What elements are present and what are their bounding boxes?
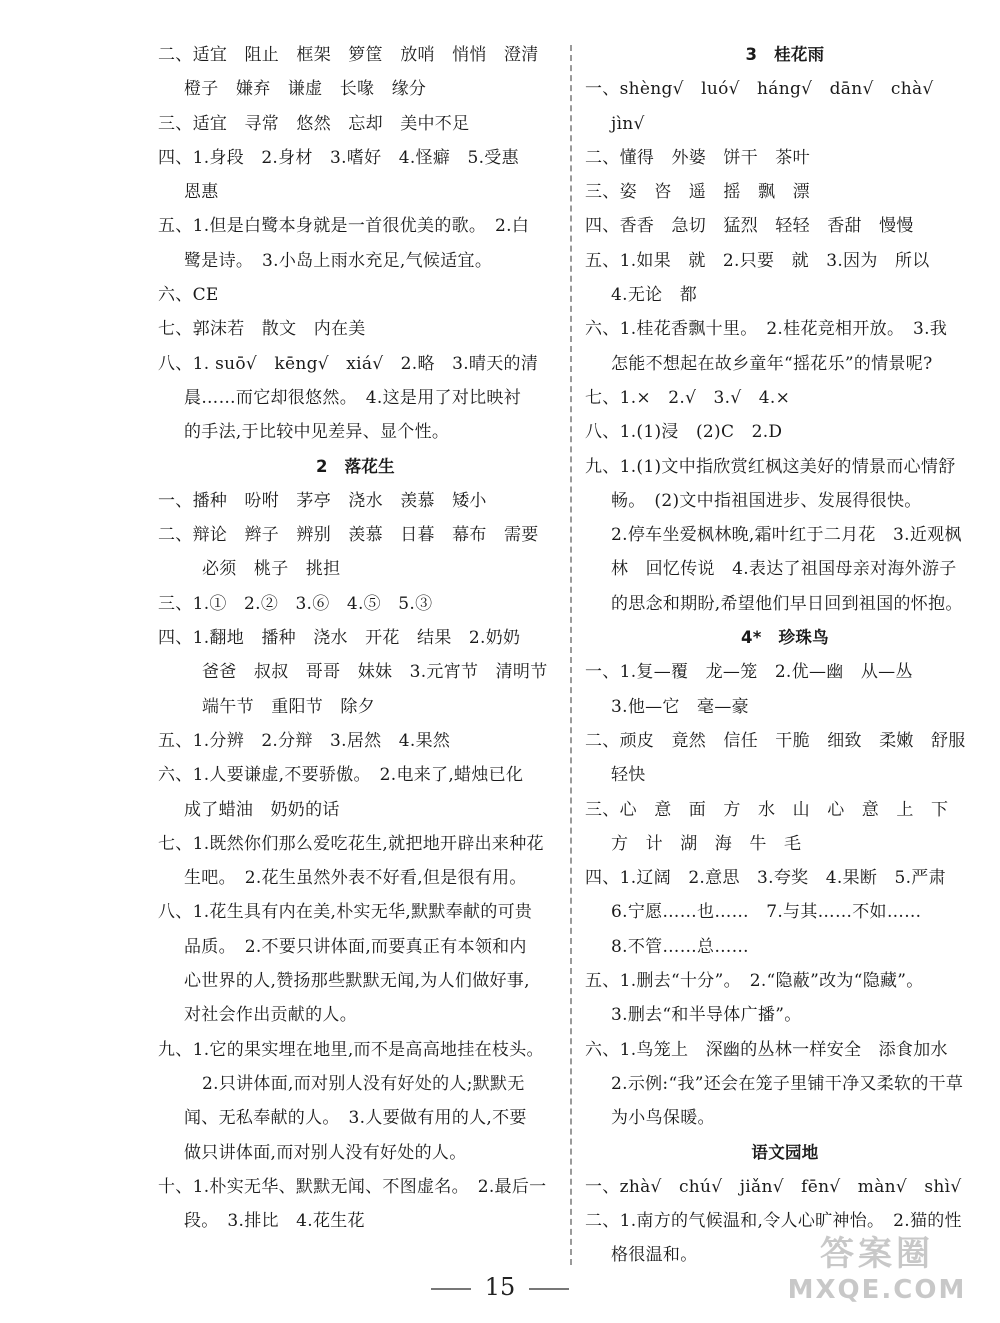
answer-line: 3.删去“和半导体广播”。 bbox=[611, 1005, 802, 1026]
answer-line: 8.不管……总…… bbox=[611, 936, 749, 957]
answer-line: 橙子 嫌弃 谦虚 长喙 缘分 bbox=[184, 79, 427, 100]
section-heading: 2 落花生 bbox=[316, 456, 395, 476]
answer-line: 四、香香 急切 猛烈 轻轻 香甜 慢慢 bbox=[585, 216, 914, 237]
answer-line: 轻快 bbox=[611, 765, 646, 786]
answer-line: 一、播种 吩咐 茅亭 浇水 羡慕 矮小 bbox=[158, 490, 487, 511]
answer-line: 三、心 意 面 方 水 山 心 意 上 下 bbox=[585, 799, 949, 820]
left-column bbox=[158, 38, 553, 1238]
watermark-logo-text: 答案圈 bbox=[820, 1234, 934, 1274]
answer-line: 六、1.人要谦虚,不要骄傲。 2.电来了,蜡烛已化 bbox=[158, 765, 524, 786]
answer-line: 八、1.花生具有内在美,朴实无华,默默奉献的可贵 bbox=[158, 902, 533, 923]
answer-line: 二、辩论 辫子 辨别 羡慕 日暮 幕布 需要 bbox=[158, 525, 539, 546]
answer-line: 做只讲体面,而对别人没有好处的人。 bbox=[184, 1142, 467, 1163]
section-heading: 语文园地 bbox=[751, 1142, 819, 1162]
answer-line: 五、1.如果 就 2.只要 就 3.因为 所以 bbox=[585, 250, 930, 271]
answer-line: 鹭是诗。 3.小岛上雨水充足,气候适宜。 bbox=[184, 250, 493, 271]
answer-line: 2.示例:“我”还会在笼子里铺干净又柔软的干草 bbox=[611, 1073, 964, 1094]
answer-line: 心世界的人,赞扬那些默默无闻,为人们做好事, bbox=[184, 971, 530, 992]
answer-line: 3.他—它 毫—豪 bbox=[611, 696, 749, 717]
answer-line: 端午节 重阳节 除夕 bbox=[202, 696, 375, 717]
answer-line: 四、1.辽阔 2.意思 3.夸奖 4.果断 5.严肃 bbox=[585, 868, 946, 889]
answer-line: 畅。 (2)文中指祖国进步、发展得很快。 bbox=[611, 490, 922, 511]
answer-line: 怎能不想起在故乡童年“摇花乐”的情景呢? bbox=[611, 353, 933, 374]
page-number-dash-left bbox=[431, 1288, 471, 1290]
section-heading: 3 桂花雨 bbox=[745, 45, 825, 64]
page-number-value: 15 bbox=[484, 1273, 516, 1301]
right-column bbox=[585, 38, 985, 1273]
answer-line: 方 计 湖 海 牛 毛 bbox=[611, 833, 802, 854]
answer-line: 6.宁愿……也…… 7.与其……不如…… bbox=[611, 902, 922, 923]
answer-line: 三、适宜 寻常 悠然 忘却 美中不足 bbox=[158, 113, 470, 134]
answer-line: 二、顽皮 竟然 信任 干脆 细致 柔嫩 舒服 bbox=[585, 730, 966, 751]
answer-line: 晨……而它却很悠然。 4.这是用了对比映衬 bbox=[184, 387, 522, 408]
answer-line: 品质。 2.不要只讲体面,而要真正有本领和内 bbox=[184, 936, 527, 957]
answer-line: 十、1.朴实无华、默默无闻、不图虚名。 2.最后一 bbox=[158, 1176, 547, 1197]
answer-line: 七、郭沫若 散文 内在美 bbox=[158, 319, 366, 340]
answer-line: 生吧。 2.花生虽然外表不好看,但是很有用。 bbox=[184, 868, 527, 889]
answer-line: 四、1.身段 2.身材 3.嗜好 4.怪癖 5.受惠 bbox=[158, 147, 519, 168]
answer-line: 为小鸟保暖。 bbox=[611, 1108, 715, 1129]
answer-line: 成了蜡油 奶奶的话 bbox=[184, 799, 340, 820]
answer-line: 三、姿 咨 遥 摇 飘 漂 bbox=[585, 182, 810, 203]
answer-line: 一、shèng√ luó√ háng√ dān√ chà√ bbox=[585, 79, 934, 100]
answer-line: 二、懂得 外婆 饼干 茶叶 bbox=[585, 147, 810, 168]
answer-line: 五、1.删去“十分”。 2.“隐蔽”改为“隐藏”。 bbox=[585, 971, 924, 992]
answer-line: 2.停车坐爱枫林晚,霜叶红于二月花 3.近观枫 bbox=[611, 525, 962, 546]
watermark-url: MXQE.COM bbox=[787, 1275, 967, 1305]
column-divider bbox=[570, 45, 572, 1265]
answer-line: 六、CE bbox=[158, 285, 219, 306]
answer-line: 四、1.翻地 播种 浇水 开花 结果 2.奶奶 bbox=[158, 628, 521, 649]
page-number-dash-right bbox=[529, 1288, 569, 1290]
answer-line: 林 回忆传说 4.表达了祖国母亲对海外游子 bbox=[611, 559, 957, 580]
answer-line: 六、1.桂花香飘十里。 2.桂花竞相开放。 3.我 bbox=[585, 319, 948, 340]
answer-line: 七、1.既然你们那么爱吃花生,就把地开辟出来种花 bbox=[158, 833, 544, 854]
answer-line: 的手法,于比较中见差异、显个性。 bbox=[184, 422, 450, 443]
answer-line: 闻、无私奉献的人。 3.人要做有用的人,不要 bbox=[184, 1108, 527, 1129]
answer-line: 八、1.(1)浸 (2)C 2.D bbox=[585, 422, 783, 443]
answer-line: 二、1.南方的气候温和,令人心旷神怡。 2.猫的性 bbox=[585, 1211, 962, 1232]
answer-line: 七、1.× 2.√ 3.√ 4.× bbox=[585, 387, 791, 408]
answer-line: 段。 3.排比 4.花生花 bbox=[184, 1211, 365, 1232]
answer-line: 六、1.鸟笼上 深幽的丛林一样安全 添食加水 bbox=[585, 1039, 948, 1060]
answer-line: 爸爸 叔叔 哥哥 妹妹 3.元宵节 清明节 bbox=[202, 662, 548, 683]
answer-line: 九、1.(1)文中指欣赏红枫这美好的情景而心情舒 bbox=[585, 456, 956, 477]
answer-line: 一、zhà√ chú√ jiǎn√ fēn√ màn√ shì√ bbox=[585, 1176, 962, 1197]
answer-line: 二、适宜 阻止 框架 箩筐 放哨 悄悄 澄清 bbox=[158, 45, 539, 65]
answer-line: 必须 桃子 挑担 bbox=[202, 559, 341, 580]
answer-line: 的思念和期盼,希望他们早日回到祖国的怀抱。 bbox=[611, 593, 963, 614]
answer-line: 五、1.但是白鹭本身就是一首很优美的歌。 2.白 bbox=[158, 216, 530, 237]
answer-line: 4.无论 都 bbox=[611, 285, 698, 306]
section-heading: 4* 珍珠鸟 bbox=[741, 628, 829, 648]
answer-line: 2.只讲体面,而对别人没有好处的人;默默无 bbox=[202, 1073, 525, 1094]
answer-line: 八、1. suō√ kēng√ xiá√ 2.略 3.晴天的清 bbox=[158, 353, 539, 374]
answer-line: jìn√ bbox=[611, 113, 645, 134]
watermark bbox=[782, 1226, 972, 1305]
answer-line: 对社会作出贡献的人。 bbox=[184, 1005, 357, 1026]
answer-line: 三、1.① 2.② 3.⑥ 4.⑤ 5.③ bbox=[158, 593, 433, 614]
answer-line: 一、1.复—覆 龙—笼 2.优—幽 从—丛 bbox=[585, 662, 913, 683]
answer-line: 五、1.分辨 2.分辩 3.居然 4.果然 bbox=[158, 730, 451, 751]
answer-line: 九、1.它的果实埋在地里,而不是高高地挂在枝头。 bbox=[158, 1039, 544, 1060]
answer-line: 恩惠 bbox=[184, 182, 219, 203]
answer-line: 格很温和。 bbox=[611, 1245, 698, 1266]
